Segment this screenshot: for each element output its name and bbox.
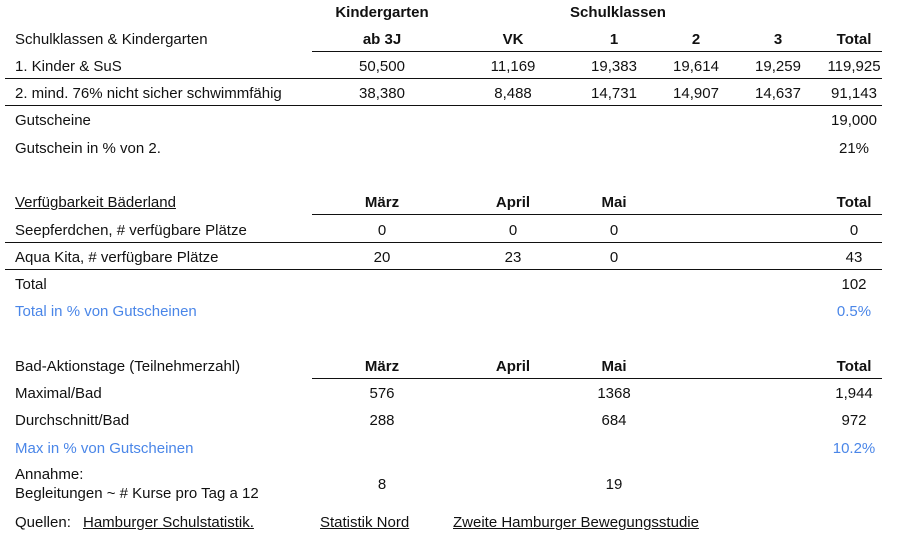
- cell-total: 0: [849, 222, 859, 239]
- cell: 684: [601, 412, 627, 429]
- cell-total: 43: [845, 249, 863, 266]
- cell: 8,488: [494, 85, 532, 102]
- cell: 1368: [597, 385, 631, 402]
- source-link-statistik-nord[interactable]: Statistik Nord: [320, 514, 410, 531]
- header-rule: [312, 378, 882, 379]
- sources-label: Quellen:: [15, 514, 71, 531]
- cell: 0: [377, 222, 387, 239]
- row-label-durchschnitt: Durchschnitt/Bad: [15, 412, 130, 429]
- source-link-bewegungsstudie[interactable]: Zweite Hamburger Bewegungsstudie: [453, 514, 699, 531]
- col-header-1: 1: [609, 31, 619, 48]
- cell: 0: [508, 222, 518, 239]
- cell: 20: [373, 249, 391, 266]
- cell: 38,380: [359, 85, 405, 102]
- cell-total: 972: [841, 412, 867, 429]
- col-header-ab3j: ab 3J: [362, 31, 402, 48]
- cell: 23: [504, 249, 522, 266]
- col-header-mai: Mai: [601, 358, 627, 375]
- section-title-aktionstage: Bad-Aktionstage (Teilnehmerzahl): [15, 358, 241, 375]
- cell-total: 19,000: [831, 112, 877, 129]
- col-header-vk: VK: [502, 31, 524, 48]
- header-rule: [312, 214, 882, 215]
- source-link-schulstatistik[interactable]: Hamburger Schulstatistik.: [83, 514, 254, 531]
- cell-total: 1,944: [835, 385, 873, 402]
- col-header-april: April: [495, 358, 531, 375]
- cell: 576: [369, 385, 395, 402]
- cell: 8: [377, 476, 387, 493]
- cell: 288: [369, 412, 395, 429]
- cell: 19,614: [673, 58, 719, 75]
- row-label-gutschein-pct: Gutschein in % von 2.: [15, 140, 161, 157]
- group-header-kindergarten: Kindergarten: [335, 4, 429, 21]
- cell: 0: [609, 249, 619, 266]
- section-title-schulklassen: Schulklassen & Kindergarten: [15, 31, 208, 48]
- cell: 0: [609, 222, 619, 239]
- row-label-max-pct: Max in % von Gutscheinen: [15, 440, 194, 457]
- row-rule: [5, 242, 882, 243]
- col-header-april: April: [495, 194, 531, 211]
- annahme-label: Annahme:: [15, 466, 84, 483]
- row-label-aqua-kita: Aqua Kita, # verfügbare Plätze: [15, 249, 219, 266]
- row-label-gutscheine: Gutscheine: [15, 112, 91, 129]
- col-header-maerz: März: [364, 358, 400, 375]
- cell-total-pct: 0.5%: [836, 303, 872, 320]
- row-label-seepferdchen: Seepferdchen, # verfügbare Plätze: [15, 222, 247, 239]
- row-label-maximal: Maximal/Bad: [15, 385, 102, 402]
- col-header-total: Total: [836, 194, 872, 211]
- cell-total: 91,143: [831, 85, 877, 102]
- cell-total: 21%: [838, 140, 870, 157]
- cell: 14,907: [673, 85, 719, 102]
- section-title-verfuegbarkeit: Verfügbarkeit Bäderland: [15, 194, 176, 211]
- col-header-total: Total: [836, 358, 872, 375]
- cell: 50,500: [359, 58, 405, 75]
- cell: 11,169: [490, 58, 536, 75]
- row-rule: [5, 269, 882, 270]
- row-label-nicht-schwimmfaehig: 2. mind. 76% nicht sicher schwimmfähig: [15, 85, 282, 102]
- row-rule: [5, 78, 882, 79]
- cell: 19: [605, 476, 623, 493]
- annahme-begleitungen: Begleitungen ~ # Kurse pro Tag a 12: [15, 485, 259, 502]
- row-rule: [5, 105, 882, 106]
- row-label-kinder-sus: 1. Kinder & SuS: [15, 58, 122, 75]
- col-header-2: 2: [691, 31, 701, 48]
- col-header-mai: Mai: [601, 194, 627, 211]
- row-label-total: Total: [15, 276, 47, 293]
- col-header-total: Total: [836, 31, 872, 48]
- col-header-maerz: März: [364, 194, 400, 211]
- header-rule: [312, 51, 882, 52]
- cell: 19,383: [591, 58, 637, 75]
- col-header-3: 3: [773, 31, 783, 48]
- cell-max-pct: 10.2%: [832, 440, 876, 457]
- cell: 19,259: [755, 58, 801, 75]
- cell-total: 102: [841, 276, 867, 293]
- row-label-total-pct: Total in % von Gutscheinen: [15, 303, 197, 320]
- cell: 14,731: [591, 85, 637, 102]
- cell: 14,637: [755, 85, 801, 102]
- group-header-schulklassen: Schulklassen: [570, 4, 666, 21]
- cell-total: 119,925: [827, 58, 881, 75]
